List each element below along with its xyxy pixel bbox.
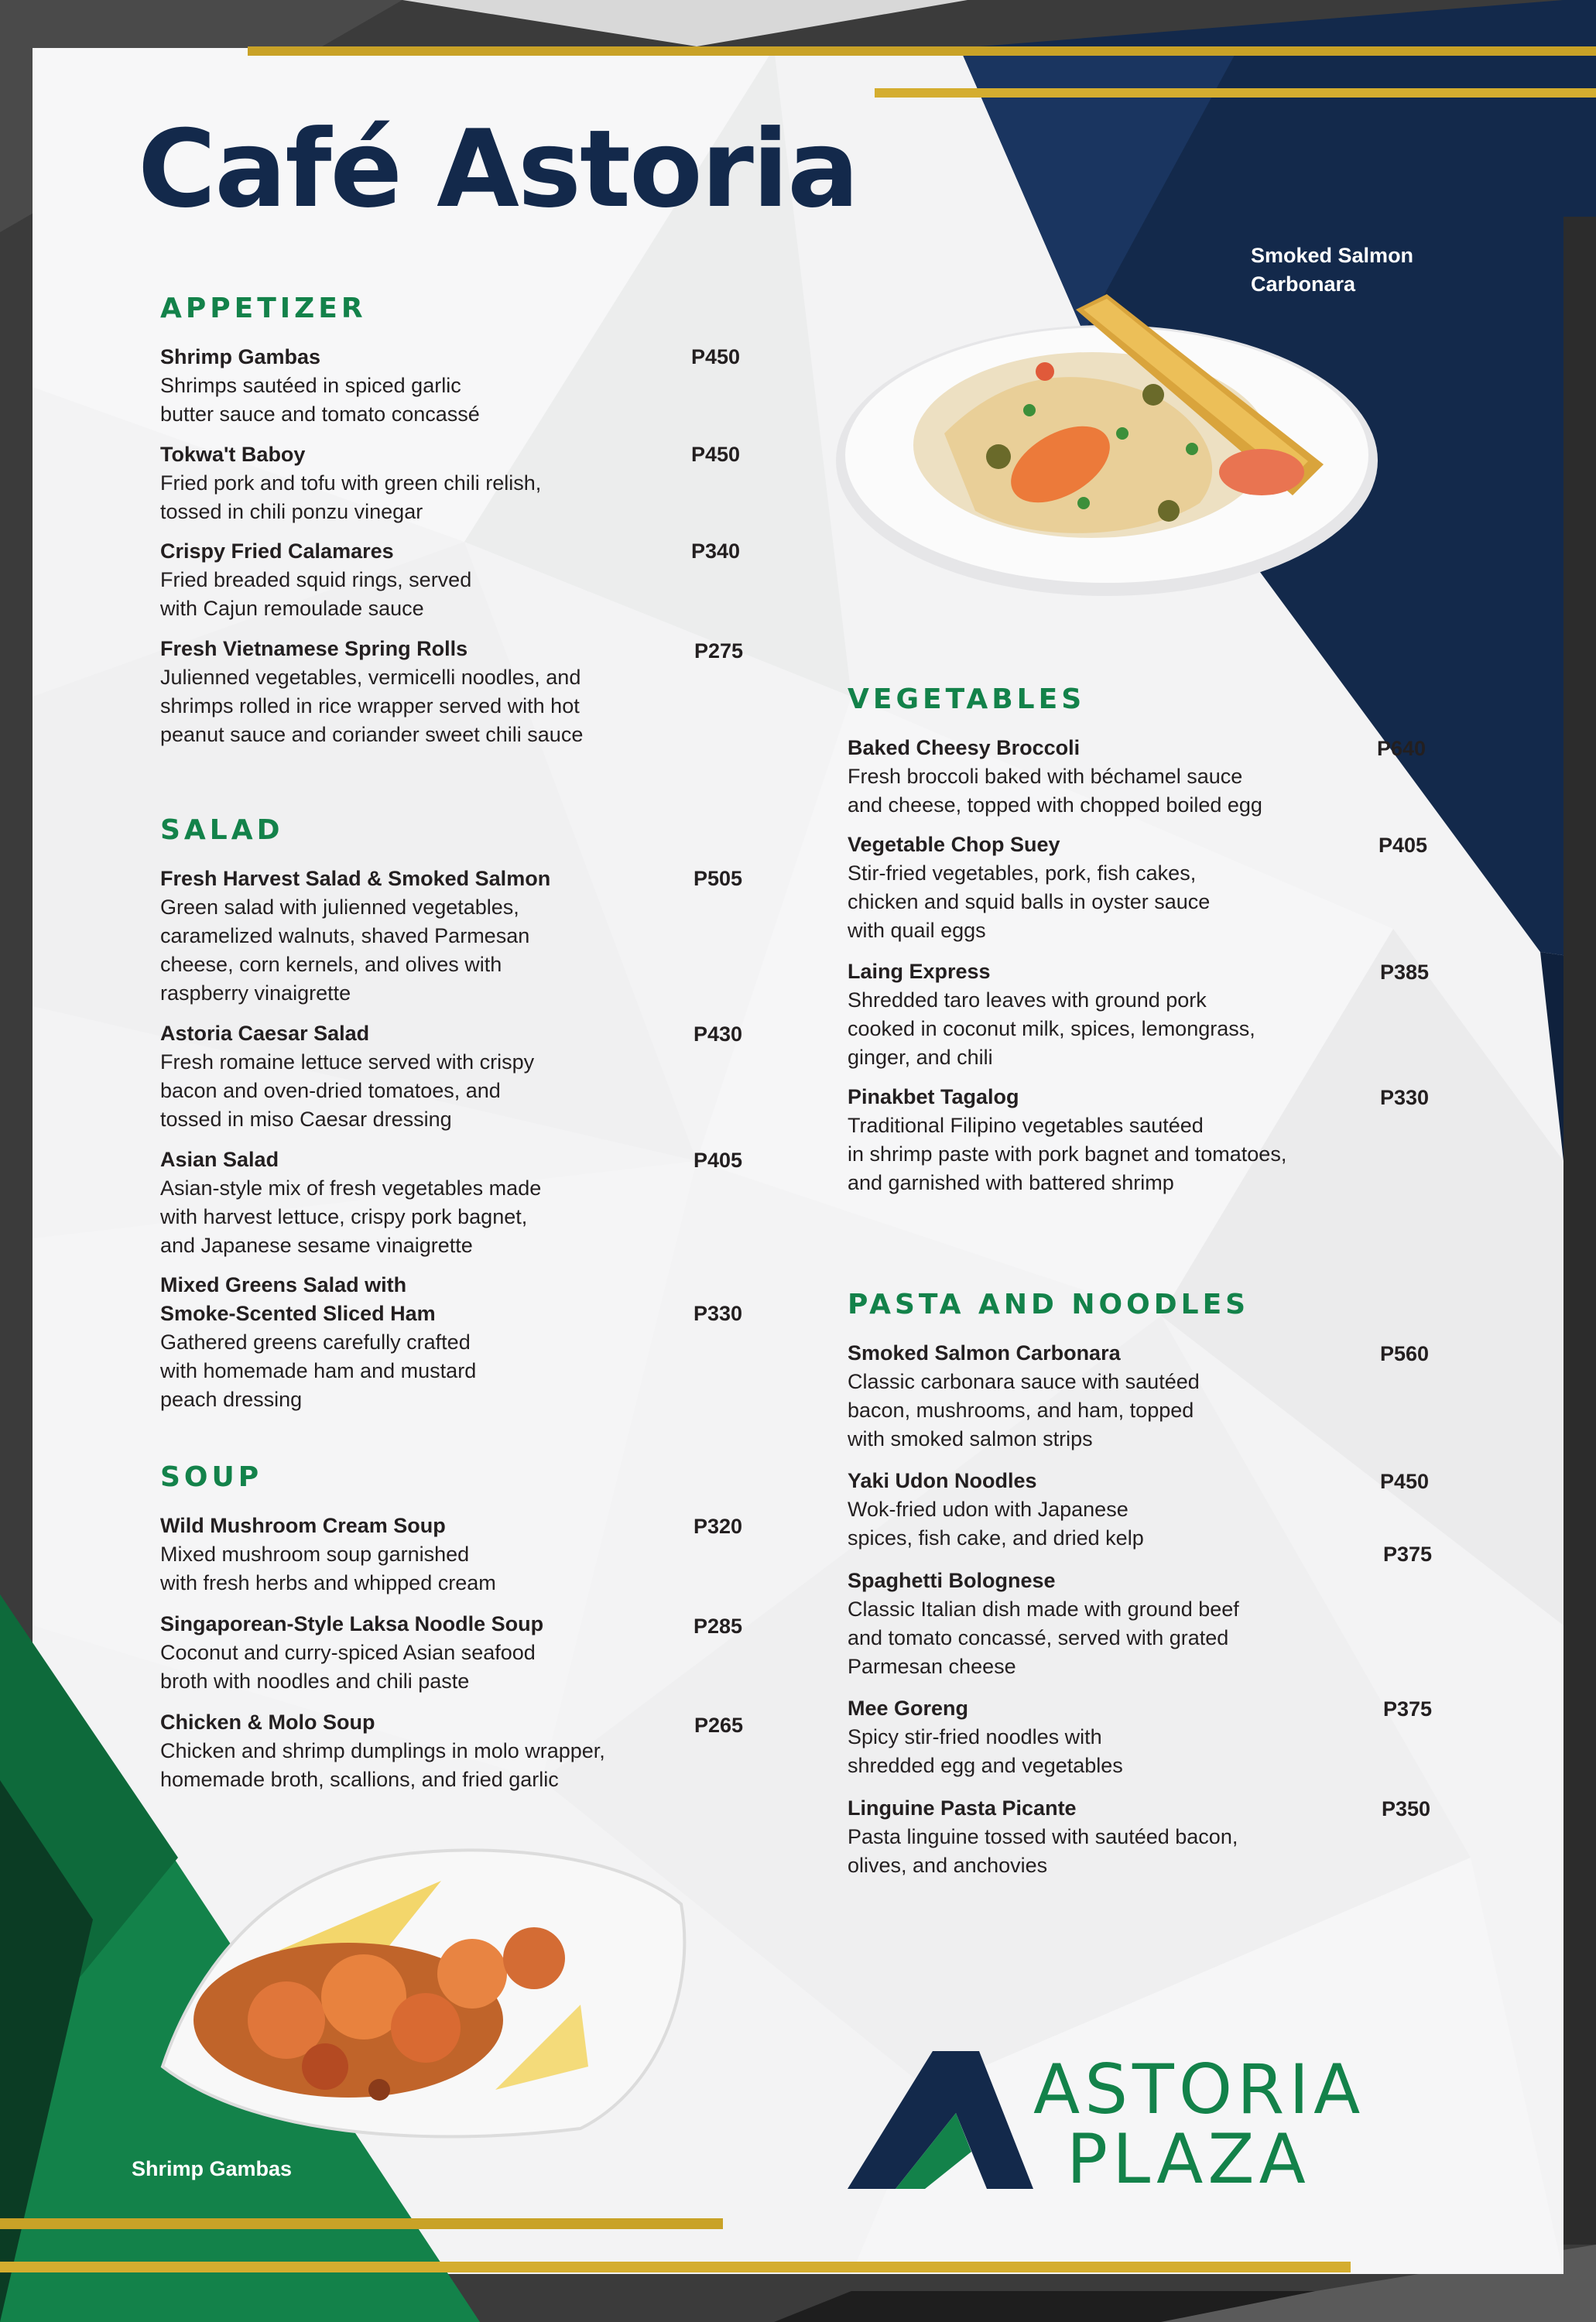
item-desc: Fresh romaine lettuce served with crispy <box>160 1050 535 1074</box>
item-price: P450 <box>691 345 741 368</box>
item-desc: in shrimp paste with pork bagnet and tomatoes, <box>848 1142 1287 1166</box>
menu-item <box>160 1512 496 1598</box>
item-price: P450 <box>1380 1470 1430 1493</box>
item-desc: peanut sauce and coriander sweet chili sauce <box>160 723 584 746</box>
item-desc: Shrimps sautéed in spiced garlic <box>160 374 461 397</box>
menu-item <box>848 1694 1123 1780</box>
logo-line-1: ASTORIA <box>1033 2050 1365 2129</box>
item-desc: Chicken and shrimp dumplings in molo wrapper, <box>160 1739 605 1762</box>
item-desc: peach dressing <box>160 1388 303 1411</box>
menu-item <box>160 1610 543 1696</box>
item-desc: olives, and anchovies <box>848 1854 1048 1877</box>
item-desc: with smoked salmon strips <box>848 1427 1093 1450</box>
item-desc: Spicy stir-fried noodles with <box>848 1725 1102 1748</box>
item-name: Shrimp Gambas <box>160 345 321 368</box>
item-name: Singaporean-Style Laksa Noodle Soup <box>160 1612 544 1635</box>
menu-item <box>848 1567 1239 1681</box>
item-desc: cheese, corn kernels, and olives with <box>160 953 502 976</box>
item-desc: and Japanese sesame vinaigrette <box>160 1234 473 1257</box>
item-desc: and tomato concassé, served with grated <box>848 1626 1229 1649</box>
item-price: P285 <box>694 1615 743 1638</box>
menu-item <box>848 734 1262 820</box>
menu-item <box>160 1708 605 1794</box>
item-desc: and cheese, topped with chopped boiled egg <box>848 793 1262 817</box>
menu-item <box>160 1271 476 1414</box>
restaurant-title: Café Astoria <box>138 107 858 231</box>
item-name: Vegetable Chop Suey <box>848 833 1060 856</box>
item-name: Laing Express <box>848 960 991 983</box>
item-name: Yaki Udon Noodles <box>848 1469 1037 1492</box>
item-price: P330 <box>1380 1086 1430 1109</box>
menu-item <box>160 440 541 526</box>
item-desc: with Cajun remoulade sauce <box>160 597 424 620</box>
section-heading-pasta-and-noodles: PASTA AND NOODLES <box>848 1289 1250 1320</box>
item-price: P350 <box>1382 1797 1431 1820</box>
item-desc: Fried breaded squid rings, served <box>160 568 472 591</box>
item-price: P560 <box>1380 1342 1430 1365</box>
item-name: Linguine Pasta Picante <box>848 1796 1077 1820</box>
item-desc: butter sauce and tomato concassé <box>160 402 480 426</box>
item-desc: bacon, mushrooms, and ham, topped <box>848 1399 1194 1422</box>
item-desc: shredded egg and vegetables <box>848 1754 1123 1777</box>
item-name: Smoked Salmon Carbonara <box>848 1341 1121 1365</box>
item-desc: Traditional Filipino vegetables sautéed <box>848 1114 1204 1137</box>
item-price: P375 <box>1383 1543 1433 1566</box>
item-price: P385 <box>1380 961 1430 984</box>
item-desc: with fresh herbs and whipped cream <box>160 1571 496 1594</box>
item-desc: Pasta linguine tossed with sautéed bacon, <box>848 1825 1238 1848</box>
astoria-plaza-logo-mark <box>848 2051 1033 2190</box>
item-desc: tossed in miso Caesar dressing <box>160 1108 452 1131</box>
item-desc: Fresh broccoli baked with béchamel sauce <box>848 765 1243 788</box>
menu-item <box>848 1794 1238 1880</box>
item-price: P265 <box>694 1714 744 1737</box>
item-name: Baked Cheesy Broccoli <box>848 736 1081 759</box>
menu-item <box>848 957 1255 1072</box>
carbonara-photo <box>828 279 1385 611</box>
logo-line-2: PLAZA <box>1067 2119 1310 2199</box>
menu-item <box>160 635 583 749</box>
shrimp-caption: Shrimp Gambas <box>132 2157 293 2180</box>
menu-item <box>160 537 471 623</box>
item-desc: Fried pork and tofu with green chili relish, <box>160 471 542 495</box>
item-desc: spices, fish cake, and dried kelp <box>848 1526 1144 1550</box>
caption-line: Smoked Salmon <box>1251 244 1414 267</box>
item-price: P405 <box>694 1149 743 1172</box>
menu-item <box>848 831 1210 945</box>
item-desc: and garnished with battered shrimp <box>848 1171 1174 1194</box>
item-price: P505 <box>694 867 743 890</box>
item-name: Tokwa't Baboy <box>160 443 306 466</box>
item-name: Wild Mushroom Cream Soup <box>160 1514 446 1537</box>
item-desc: caramelized walnuts, shaved Parmesan <box>160 924 530 947</box>
item-desc: Julienned vegetables, vermicelli noodles, and <box>160 666 581 689</box>
menu-item <box>160 1146 541 1260</box>
section-heading-vegetables: VEGETABLES <box>848 683 1086 715</box>
item-name: Crispy Fried Calamares <box>160 539 394 563</box>
item-price: P640 <box>1377 737 1426 760</box>
section-heading-salad: SALAD <box>160 814 284 846</box>
item-price: P405 <box>1379 834 1428 857</box>
item-price: P375 <box>1383 1697 1433 1721</box>
item-name: Fresh Vietnamese Spring Rolls <box>160 637 468 660</box>
item-name: Mixed Greens Salad with <box>160 1273 407 1296</box>
item-desc: with harvest lettuce, crispy pork bagnet, <box>160 1205 528 1228</box>
item-desc: Classic carbonara sauce with sautéed <box>848 1370 1200 1393</box>
menu-item <box>160 343 480 429</box>
item-desc: shrimps rolled in rice wrapper served with hot <box>160 694 580 717</box>
menu-item <box>160 865 550 1008</box>
section-heading-appetizer: APPETIZER <box>160 293 367 324</box>
item-desc: bacon and oven-dried tomatoes, and <box>160 1079 501 1102</box>
item-name: Asian Salad <box>160 1148 279 1171</box>
item-desc: chicken and squid balls in oyster sauce <box>848 890 1211 913</box>
item-desc: Gathered greens carefully crafted <box>160 1331 471 1354</box>
item-desc: Coconut and curry-spiced Asian seafood <box>160 1641 536 1664</box>
item-price: P330 <box>694 1302 743 1325</box>
item-desc: Stir-fried vegetables, pork, fish cakes, <box>848 861 1197 885</box>
item-price: P275 <box>694 639 744 663</box>
item-name: Astoria Caesar Salad <box>160 1022 370 1045</box>
item-price: P430 <box>694 1022 743 1046</box>
item-desc: Shredded taro leaves with ground pork <box>848 988 1207 1012</box>
item-name: Mee Goreng <box>848 1697 969 1720</box>
item-desc: with quail eggs <box>848 919 986 942</box>
item-desc: with homemade ham and mustard <box>160 1359 477 1382</box>
menu-item <box>848 1467 1144 1553</box>
item-name: Smoke-Scented Sliced Ham <box>160 1302 436 1325</box>
item-desc: Parmesan cheese <box>848 1655 1016 1678</box>
menu-item <box>848 1083 1286 1197</box>
item-name: Fresh Harvest Salad & Smoked Salmon <box>160 867 551 890</box>
item-name: Pinakbet Tagalog <box>848 1085 1019 1108</box>
caption-line: Carbonara <box>1251 272 1356 296</box>
item-desc: raspberry vinaigrette <box>160 981 351 1005</box>
item-price: P320 <box>694 1515 743 1538</box>
item-price: P450 <box>691 443 741 466</box>
item-desc: cooked in coconut milk, spices, lemongrass, <box>848 1017 1255 1040</box>
section-heading-soup: SOUP <box>160 1461 263 1493</box>
item-desc: Classic Italian dish made with ground beef <box>848 1598 1239 1621</box>
item-desc: Green salad with julienned vegetables, <box>160 896 519 919</box>
item-desc: Wok-fried udon with Japanese <box>848 1498 1129 1521</box>
item-name: Chicken & Molo Soup <box>160 1711 375 1734</box>
item-desc: ginger, and chili <box>848 1046 993 1069</box>
menu-item <box>160 1019 534 1134</box>
item-desc: broth with noodles and chili paste <box>160 1670 470 1693</box>
item-price: P340 <box>691 539 741 563</box>
item-desc: homemade broth, scallions, and fried garlic <box>160 1768 559 1791</box>
item-desc: Asian-style mix of fresh vegetables made <box>160 1176 542 1200</box>
item-name: Spaghetti Bolognese <box>848 1569 1056 1592</box>
carbonara-caption <box>1251 241 1413 299</box>
shrimp-gambas-photo <box>147 1834 704 2144</box>
item-desc: tossed in chili ponzu vinegar <box>160 500 423 523</box>
item-desc: Mixed mushroom soup garnished <box>160 1543 470 1566</box>
menu-item <box>848 1339 1200 1454</box>
